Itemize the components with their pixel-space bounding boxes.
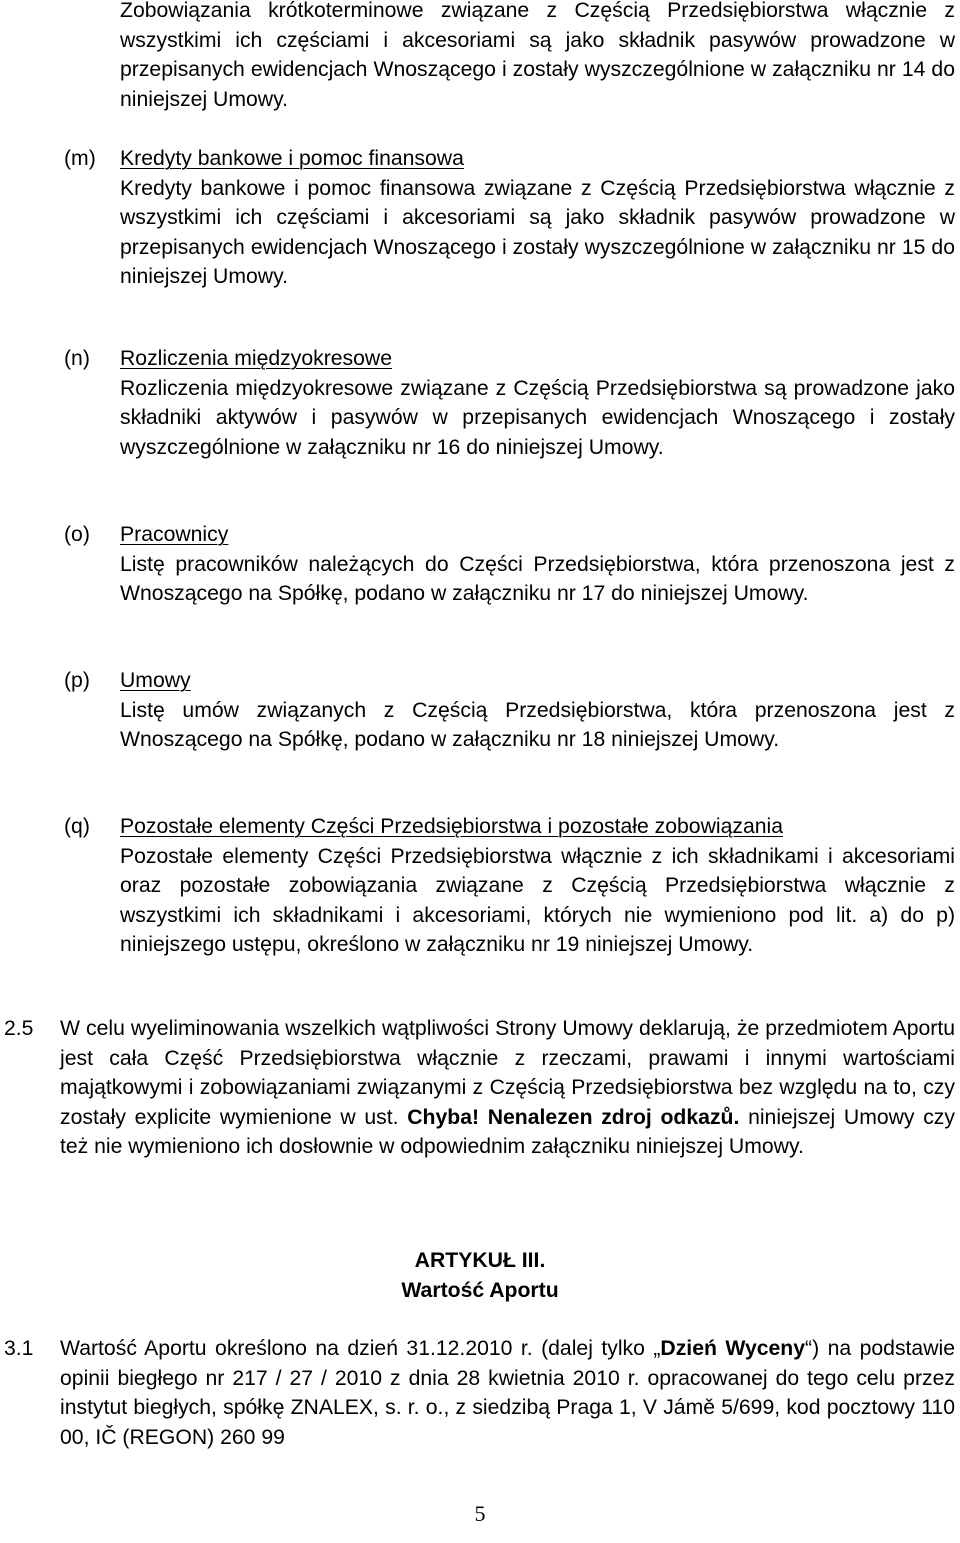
section-3-1-number: 3.1	[4, 1337, 34, 1360]
item-p-heading: Umowy	[120, 669, 191, 692]
item-letter-p: (p)	[64, 669, 90, 692]
page-number: 5	[474, 1501, 486, 1526]
item-letter-o: (o)	[64, 523, 90, 546]
defined-term-dzien-wyceny: Dzień Wyceny	[660, 1337, 806, 1360]
section-2-5	[60, 1014, 955, 1162]
section-3-1-text-after: “) na podstawie opinii biegłego nr 217 / 27 / 2010 z dnia 28 kwietnia 2010 r. opracowanej do tego celu przez instytut biegłych, spółkę ZNALEX, s. r. o., z siedzibą Praga 1, V Jámě 5/699, kod pocztowy 110 00, IČ (REGON) 260 99	[60, 1337, 955, 1449]
section-2-5-text-before: W celu wyeliminowania wszelkich wątpliwości Strony Umowy deklarują, że przedmiotem Aportu jest cała Część Przedsiębiorstwa włącznie z rzeczami, prawami i innymi wartościami majątkowymi i zobowiązaniami związanymi z Częścią Przedsiębiorstwa bez względu na to, czy zostały explicite wymienione w ust.	[60, 1017, 955, 1129]
item-q-heading: Pozostałe elementy Części Przedsiębiorstwa i pozostałe zobowiązania	[120, 815, 784, 838]
item-o-heading: Pracownicy	[120, 523, 229, 546]
item-n-body: Rozliczenia międzyokresowe związane z Częścią Przedsiębiorstwa są prowadzone jako składniki aktywów i pasywów w przepisanych ewidencjach Wnoszącego i zostały wyszczególnione w załączniku nr 16 do niniejszej Umowy.	[120, 376, 955, 459]
section-2-5-number: 2.5	[4, 1017, 34, 1040]
broken-reference-error: Chyba! Nenalezen zdroj odkazů.	[407, 1105, 740, 1129]
item-q-body: Pozostałe elementy Części Przedsiębiorstwa włącznie z ich składnikami i akcesoriami oraz pozostałe zobowiązania związane z Częścią Przedsiębiorstwa włącznie z wszystkimi ich składnikami i akcesoriami, których nie wymieniono pod lit. a) do p) niniejszego ustępu, określono w załączniku nr 19 niniejszej Umowy.	[120, 844, 955, 957]
item-letter-q: (q)	[64, 815, 90, 838]
item-p	[120, 666, 955, 755]
item-m-body: Kredyty bankowe i pomoc finansowa związane z Częścią Przedsiębiorstwa włącznie z wszystkimi ich częściami i akcesoriami są jako składnik pasywów prowadzone w przepisanych ewidencjach Wnoszącego i zostały wyszczególnione w załączniku nr 15 do niniejszej Umowy.	[120, 176, 955, 289]
item-n	[120, 344, 955, 462]
article-title: ARTYKUŁ III.	[414, 1249, 546, 1272]
intro-paragraph	[120, 0, 955, 114]
item-o	[120, 520, 955, 609]
article-subtitle: Wartość Aportu	[401, 1279, 559, 1302]
section-3-1-text-before: Wartość Aportu określono na dzień 31.12.2010 r. (dalej tylko „	[60, 1337, 661, 1360]
item-m	[120, 144, 955, 292]
intro-text: Zobowiązania krótkoterminowe związane z Częścią Przedsiębiorstwa włącznie z wszystkimi ich częściami i akcesoriami są jako składnik pasywów prowadzone w przepisanych ewidencjach Wnoszącego i zostały wyszczególnione w załączniku nr 14 do niniejszej Umowy.	[120, 0, 955, 111]
item-o-body: Listę pracowników należących do Części Przedsiębiorstwa, która przenoszona jest z Wnoszącego na Spółkę, podano w załączniku nr 17 do niniejszej Umowy.	[120, 552, 955, 606]
item-q	[120, 812, 955, 960]
item-n-heading: Rozliczenia międzyokresowe	[120, 347, 393, 370]
section-2-5-text-after: niniejszej Umowy czy też nie wymieniono ich dosłownie w odpowiednim załączniku niniejszej Umowy.	[60, 1105, 955, 1159]
item-p-body: Listę umów związanych z Częścią Przedsiębiorstwa, która przenoszona jest z Wnoszącego na Spółkę, podano w załączniku nr 18 niniejszej Umowy.	[120, 698, 955, 752]
item-m-heading: Kredyty bankowe i pomoc finansowa	[120, 147, 464, 170]
section-3-1	[60, 1334, 955, 1452]
item-letter-n: (n)	[64, 347, 90, 370]
item-letter-m: (m)	[64, 147, 96, 170]
